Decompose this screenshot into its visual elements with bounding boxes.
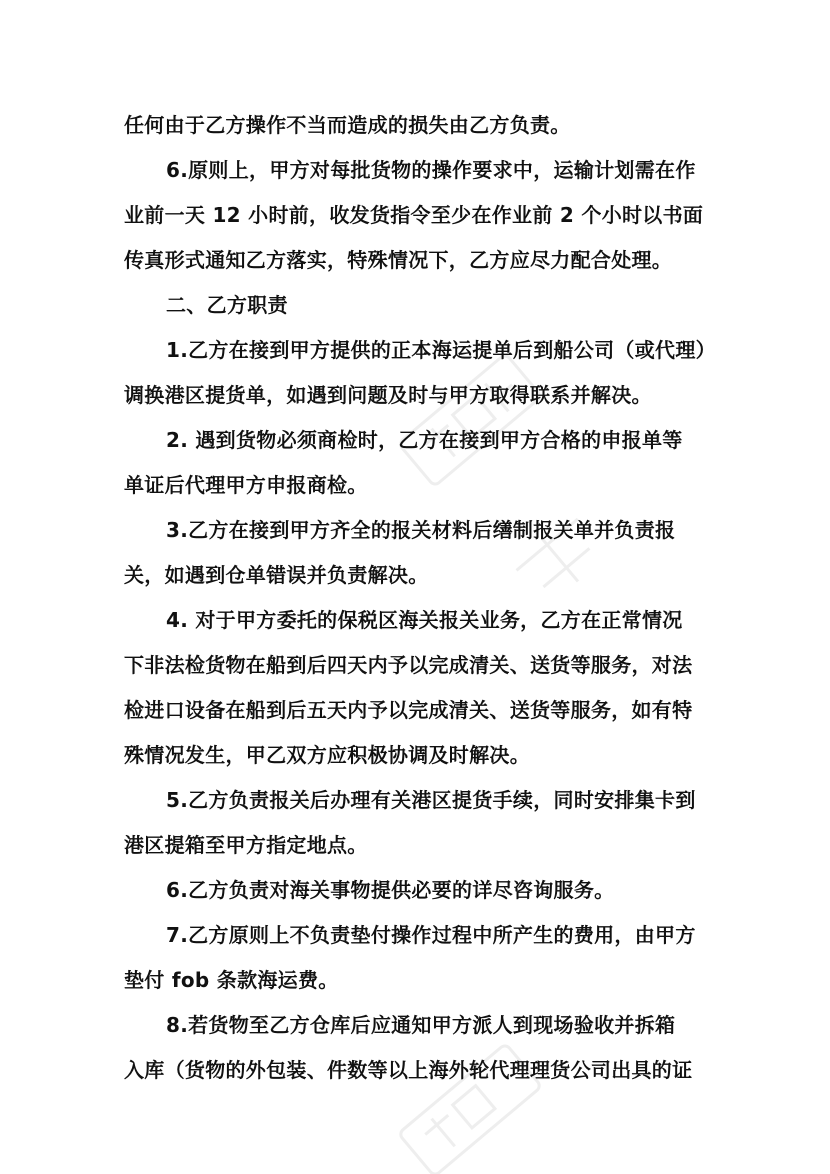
text-line: 6.原则上，甲方对每批货物的操作要求中，运输计划需在作 xyxy=(166,158,696,182)
paragraph xyxy=(124,328,724,417)
text-line: 港区提箱至甲方指定地点。 xyxy=(124,833,368,857)
text-line: 关，如遇到仓单错误并负责解决。 xyxy=(124,563,429,587)
paragraph xyxy=(124,508,724,597)
section-heading xyxy=(124,283,724,327)
text-line: 1.乙方在接到甲方提供的正本海运提单后到船公司（或代理） xyxy=(166,338,716,362)
text-line: 单证后代理甲方申报商检。 xyxy=(124,473,368,497)
text-line: 6.乙方负责对海关事物提供必要的详尽咨询服务。 xyxy=(166,878,615,902)
text-line: 2. 遇到货物必须商检时，乙方在接到甲方合格的申报单等 xyxy=(166,428,683,452)
text-line: 业前一天 12 小时前，收发货指令至少在作业前 2 个小时以书面 xyxy=(124,203,704,227)
paragraph xyxy=(124,1003,724,1092)
paragraph xyxy=(124,103,724,147)
text-line: 调换港区提货单，如遇到问题及时与甲方取得联系并解决。 xyxy=(124,383,652,407)
paragraph xyxy=(124,868,724,912)
text-line: 下非法检货物在船到后四天内予以完成清关、送货等服务，对法 xyxy=(124,653,693,677)
text-line: 检进口设备在船到后五天内予以完成清关、送货等服务，如有特 xyxy=(124,698,693,722)
text-line: 任何由于乙方操作不当而造成的损失由乙方负责。 xyxy=(124,113,571,137)
paragraph xyxy=(124,148,724,282)
text-line: 殊情况发生，甲乙双方应积极协调及时解决。 xyxy=(124,743,530,767)
document-body xyxy=(124,103,724,1093)
text-line: 5.乙方负责报关后办理有关港区提货手续，同时安排集卡到 xyxy=(166,788,696,812)
paragraph xyxy=(124,598,724,777)
text-line: 7.乙方原则上不负责垫付操作过程中所产生的费用，由甲方 xyxy=(166,923,696,947)
text-line: 传真形式通知乙方落实，特殊情况下，乙方应尽力配合处理。 xyxy=(124,248,673,272)
text-line: 3.乙方在接到甲方齐全的报关材料后缮制报关单并负责报 xyxy=(166,518,676,542)
text-line: 4. 对于甲方委托的保税区海关报关业务，乙方在正常情况 xyxy=(166,608,683,632)
paragraph xyxy=(124,913,724,1002)
text-line: 二、乙方职责 xyxy=(166,293,288,317)
text-line: 垫付 fob 条款海运费。 xyxy=(124,968,339,992)
paragraph xyxy=(124,778,724,867)
text-line: 8.若货物至乙方仓库后应通知甲方派人到现场验收并拆箱 xyxy=(166,1013,676,1037)
paragraph xyxy=(124,418,724,507)
text-line: 入库（货物的外包装、件数等以上海外轮代理理货公司出具的证 xyxy=(124,1058,693,1082)
